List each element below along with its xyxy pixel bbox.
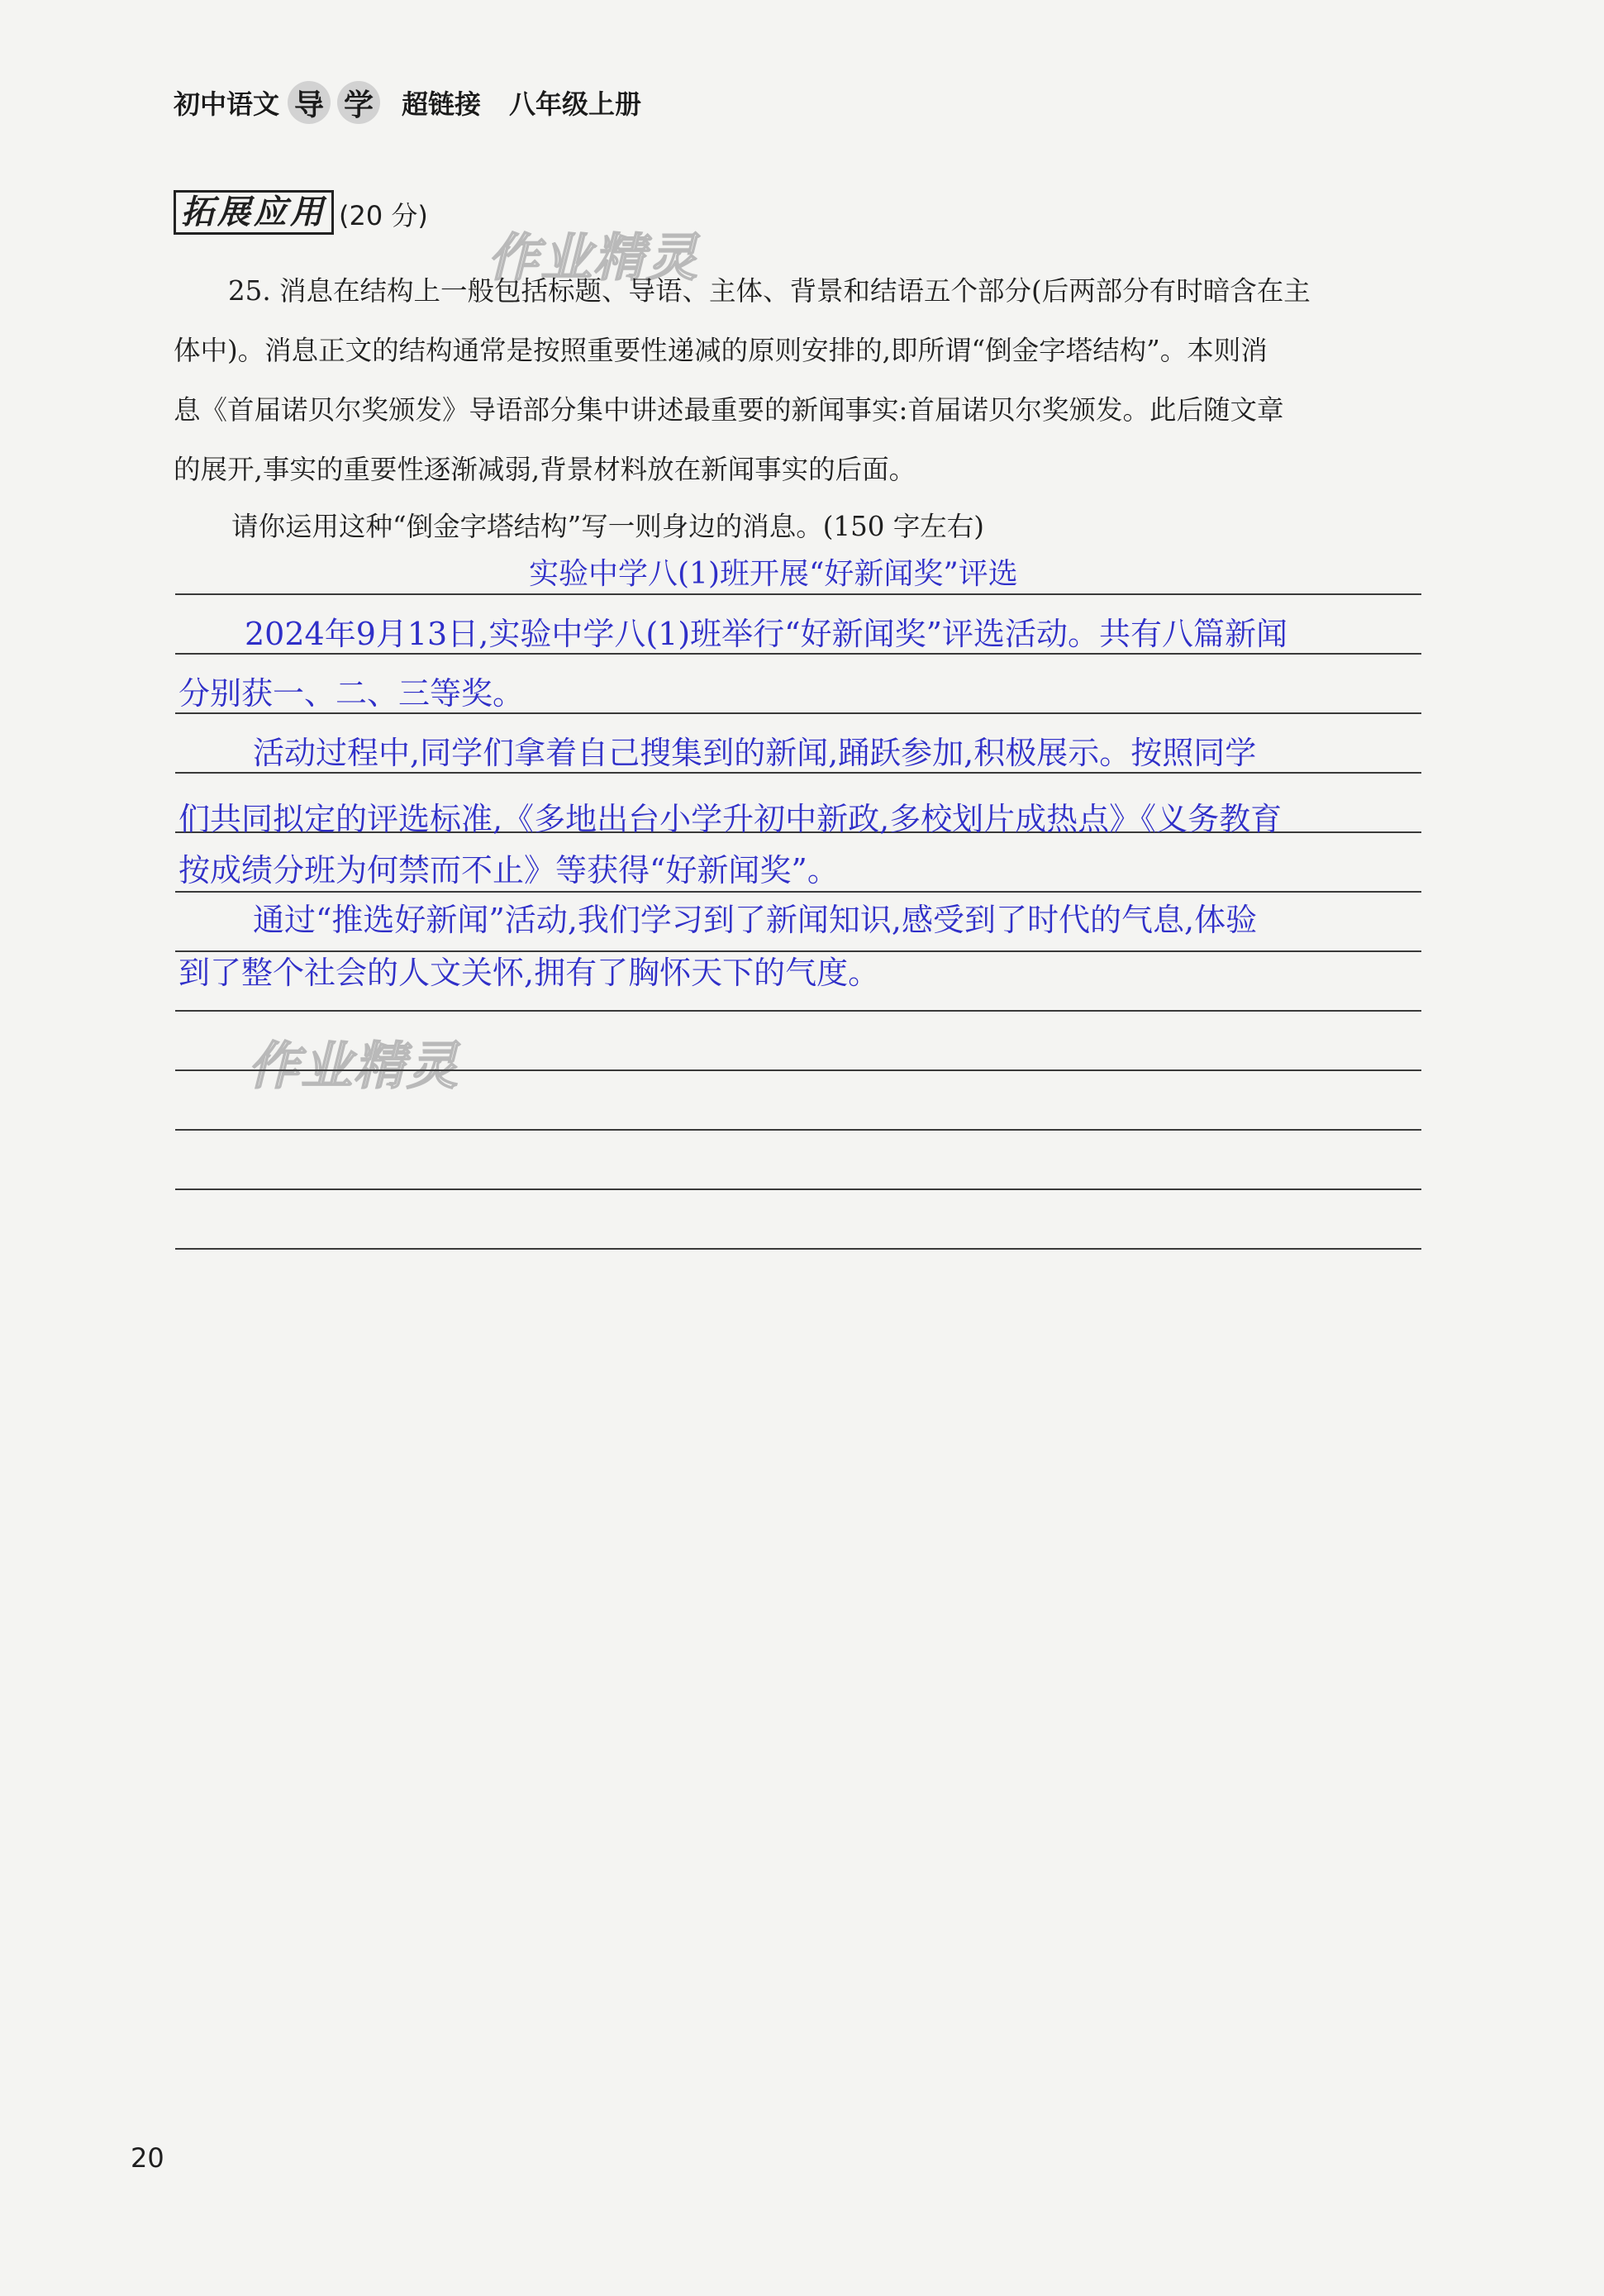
- answer-line: [175, 593, 1421, 595]
- badge-dao: 导: [288, 81, 331, 124]
- answer-line-text: 按成绩分班为何禁而不止》等获得“好新闻奖”。: [178, 852, 839, 888]
- question-line: 25. 消息在结构上一般包括标题、导语、主体、背景和结语五个部分(后两部分有时暗含在主: [228, 275, 1311, 307]
- book-subtitle: 超链接: [402, 88, 482, 120]
- book-grade: 八年级上册: [509, 88, 642, 120]
- answer-line: [175, 1129, 1421, 1131]
- answer-line-text: 分别获一、二、三等奖。: [178, 675, 525, 712]
- answer-line-text: 通过“推选好新闻”活动,我们学习到了新闻知识,感受到了时代的气息,体验: [253, 902, 1258, 938]
- question-line: 息《首届诺贝尔奖颁发》导语部分集中讲述最重要的新闻事实:首届诺贝尔奖颁发。此后随文章: [174, 394, 1284, 426]
- watermark: 作业精灵: [488, 227, 700, 288]
- question-line: 的展开,事实的重要性逐渐减弱,背景材料放在新闻事实的后面。: [174, 454, 916, 485]
- section-heading: [174, 190, 428, 235]
- watermark: 作业精灵: [248, 1036, 460, 1096]
- section-score: (20 分): [339, 200, 428, 231]
- answer-line-text: 2024年9月13日,实验中学八(1)班举行“好新闻奖”评选活动。共有八篇新闻: [245, 616, 1287, 652]
- badge-xue: 学: [337, 81, 380, 124]
- answer-line: [175, 1010, 1421, 1012]
- answer-line: [175, 1248, 1421, 1250]
- answer-line: [175, 891, 1421, 893]
- page-number: 20: [131, 2142, 164, 2174]
- answer-title: 实验中学八(1)班开展“好新闻奖”评选: [529, 557, 1018, 591]
- answer-line-text: 们共同拟定的评选标准,《多地出台小学升初中新政,多校划片成热点》《义务教育: [178, 801, 1283, 837]
- answer-line: [175, 1069, 1421, 1071]
- question-line: 体中)。消息正文的结构通常是按照重要性递减的原则安排的,即所谓“倒金字塔结构”。本则消: [174, 335, 1268, 366]
- answer-line: [175, 1188, 1421, 1190]
- page-header: [174, 81, 641, 124]
- section-title: 拓展应用: [174, 190, 334, 235]
- question-body: [174, 261, 1421, 499]
- book-series: 初中语文: [174, 88, 280, 120]
- answer-line-text: 到了整个社会的人文关怀,拥有了胸怀天下的气度。: [178, 955, 880, 991]
- question-prompt: 请你运用这种“倒金字塔结构”写一则身边的消息。(150 字左右): [231, 511, 984, 542]
- answer-line-text: 活动过程中,同学们拿着自己搜集到的新闻,踊跃参加,积极展示。按照同学: [253, 735, 1257, 771]
